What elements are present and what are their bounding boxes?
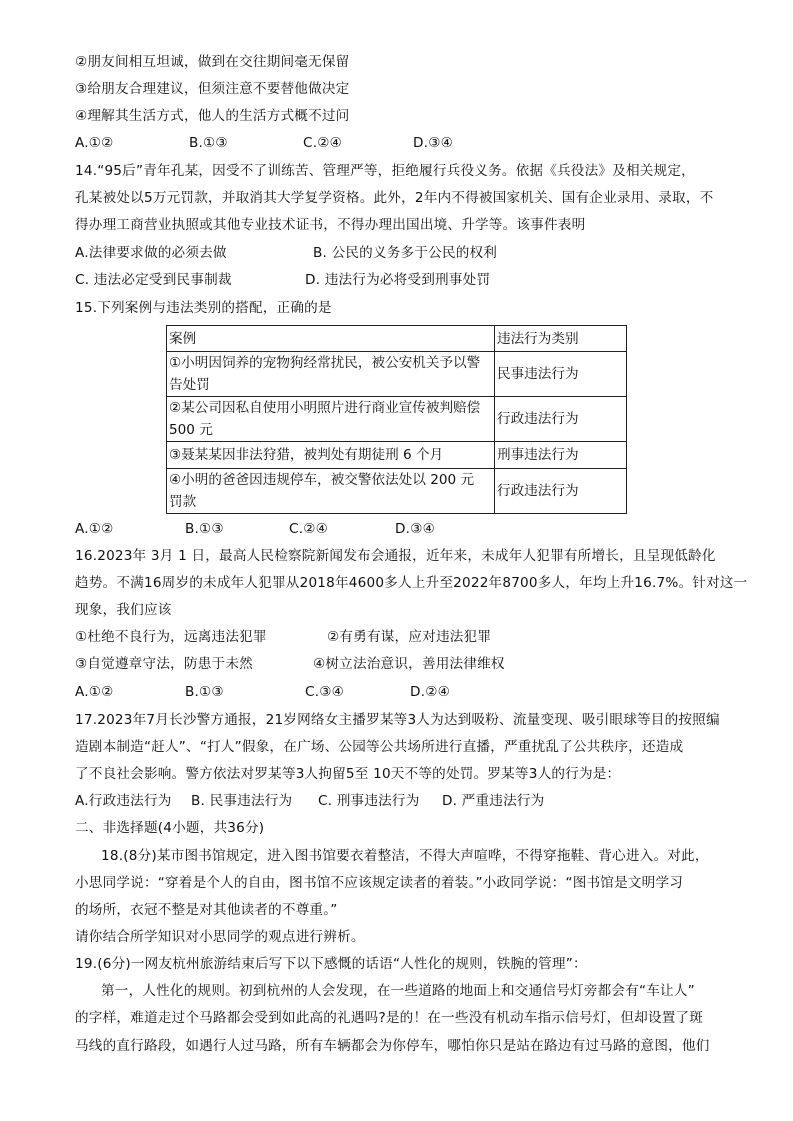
- q18-prompt: 请你结合所学知识对小思同学的观点进行辨析。: [75, 929, 365, 945]
- option-a: A.行政违法行为: [75, 793, 172, 809]
- option-b: B. 民事违法行为: [191, 793, 293, 809]
- q18-stem-1: 18.(8分)某市图书馆规定，进入图书馆要衣着整洁，不得大声喧哗，不得穿拖鞋、背心进入。对此，: [101, 848, 709, 864]
- option-c: C.②④: [289, 521, 328, 537]
- q15-case-table: [166, 325, 627, 514]
- type-cell: 行政违法行为: [495, 397, 627, 442]
- table-row: [167, 397, 627, 442]
- option-d: D.③④: [395, 521, 435, 537]
- q13-statement-3: ③给朋友合理建议，但须注意不要替他做决定: [75, 81, 350, 97]
- q16-stem-3: 现象，我们应该: [75, 602, 172, 618]
- section-heading: 二、非选择题(4小题，共36分): [75, 820, 265, 836]
- option-a: A.①②: [75, 521, 114, 537]
- q13-statement-4: ④理解其生活方式，他人的生活方式概不过问: [75, 108, 350, 124]
- option-a: A.①②: [75, 684, 114, 700]
- option-b: B. 公民的义务多于公民的权利: [313, 245, 498, 261]
- table-header-type: 违法行为类别: [495, 326, 627, 352]
- option-d: D. 严重违法行为: [442, 793, 545, 809]
- q18-stem-3: 的场所，衣冠不整是对其他读者的不尊重。”: [75, 902, 338, 918]
- q16-options: [75, 682, 450, 702]
- type-cell: 民事违法行为: [495, 352, 627, 397]
- table-header-case: 案例: [167, 326, 495, 352]
- q15-options: [75, 519, 435, 539]
- q17-stem-1: 17.2023年7月长沙警方通报，21岁网络女主播罗某等3人为达到吸粉、流量变现、吸引眼球等目的按照编: [75, 712, 720, 728]
- statement-2: ②有勇有谋，应对违法犯罪: [327, 629, 492, 645]
- table-row: [167, 442, 627, 469]
- q16-stem-1: 16.2023年 3月 1 日，最高人民检察院新闻发布会通报，近年来，未成年人犯罪有所增长，且呈现低龄化: [75, 548, 716, 564]
- option-b: B.①③: [185, 684, 224, 700]
- q14-options-row-1: [75, 243, 497, 263]
- q17-stem-3: 了不良社会影响。警方依法对罗某等3人拘留5至 10天不等的处罚。罗某等3人的行为是：: [75, 766, 621, 782]
- type-cell: 刑事违法行为: [495, 442, 627, 469]
- q16-statements-row-2: [75, 654, 505, 674]
- table-row: [167, 352, 627, 397]
- q16-statements-row-1: [75, 627, 491, 647]
- statement-1: ①杜绝不良行为，远离违法犯罪: [75, 629, 267, 645]
- option-a: A.①②: [75, 135, 114, 151]
- q14-options-row-2: [75, 270, 490, 290]
- q19-stem-3: 的字样，难道走过个马路都会受到如此高的礼遇吗?是的！在一些没有机动车指示信号灯，但却设置了斑: [75, 1010, 704, 1026]
- table-row: [167, 469, 627, 514]
- option-c: C. 违法必定受到民事制裁: [75, 272, 232, 288]
- q19-stem-4: 马线的直行路段，如遇行人过马路，所有车辆都会为你停车，哪怕你只是站在路边有过马路的意图，他们: [75, 1038, 710, 1054]
- q15-stem: 15.下列案例与违法类别的搭配，正确的是: [75, 300, 332, 316]
- q17-options: [75, 791, 544, 811]
- option-d: D. 违法行为必将受到刑事处罚: [305, 272, 491, 288]
- q18-stem-2: 小思同学说：“穿着是个人的自由，图书馆不应该规定读者的着装。”小政同学说：“图书馆是文明学习: [75, 875, 684, 891]
- option-c: C.②④: [303, 135, 342, 151]
- q19-stem-1: 19.(6分)一网友杭州旅游结束后写下以下感慨的话语“人性化的规则，铁腕的管理”：: [75, 956, 587, 972]
- q19-stem-2: 第一，人性化的规则。初到杭州的人会发现，在一些道路的地面上和交通信号灯旁都会有“车让人”: [101, 983, 695, 999]
- case-cell: ③聂某某因非法狩猎，被判处有期徒刑 6 个月: [167, 442, 495, 469]
- q17-stem-2: 造剧本制造“赶人”、“打人”假象，在广场、公园等公共场所进行直播，严重扰乱了公共秩序，还造成: [75, 739, 684, 755]
- table-header-row: [167, 326, 627, 352]
- option-c: C. 刑事违法行为: [318, 793, 420, 809]
- case-cell: ①小明因饲养的宠物狗经常扰民，被公安机关予以警 告处罚: [167, 352, 495, 397]
- option-b: B.①③: [185, 521, 224, 537]
- type-cell: 行政违法行为: [495, 469, 627, 514]
- q14-stem-3: 得办理工商营业执照或其他专业技术证书，不得办理出国出境、升学等。该事件表明: [75, 217, 586, 233]
- q16-stem-2: 趋势。不满16周岁的未成年人犯罪从2018年4600多人上升至2022年8700多人，年均上升16.7%。针对这一: [75, 575, 748, 591]
- case-cell: ④小明的爸爸因违规停车，被交警依法处以 200 元 罚款: [167, 469, 495, 514]
- q14-stem-1: 14.“95后”青年孔某，因受不了训练苦、管理严等，拒绝履行兵役义务。依据《兵役法》及相关规定，: [75, 163, 695, 179]
- q13-options: [75, 133, 453, 153]
- option-a: A.法律要求做的必须去做: [75, 245, 227, 261]
- q14-stem-2: 孔某被处以5万元罚款，并取消其大学复学资格。此外，2年内不得被国家机关、国有企业录用、录取，不: [75, 190, 714, 206]
- statement-3: ③自觉遵章守法，防患于未然: [75, 656, 253, 672]
- option-c: C.③④: [305, 684, 344, 700]
- option-d: D.③④: [413, 135, 453, 151]
- q13-statement-2: ②朋友间相互坦诚，做到在交往期间毫无保留: [75, 54, 350, 70]
- option-b: B.①③: [189, 135, 228, 151]
- option-d: D.②④: [410, 684, 450, 700]
- case-cell: ②某公司因私自使用小明照片进行商业宣传被判赔偿 500 元: [167, 397, 495, 442]
- statement-4: ④树立法治意识，善用法律维权: [313, 656, 505, 672]
